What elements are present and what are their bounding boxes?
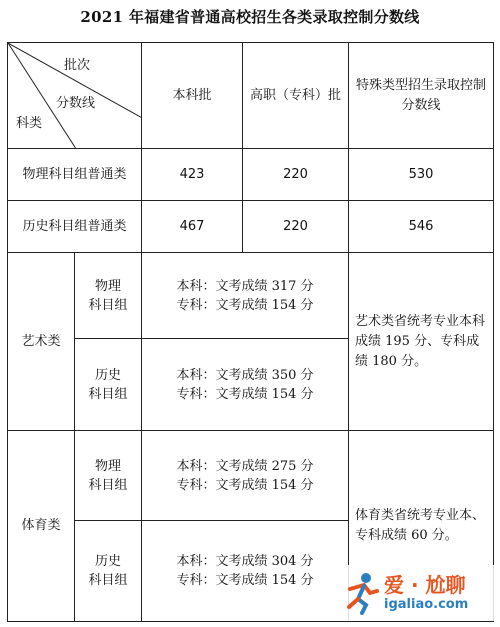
physics-vocational: 220 xyxy=(243,149,349,201)
history-vocational: 220 xyxy=(243,201,349,253)
diag-label-batch: 批次 xyxy=(64,58,91,73)
header-row xyxy=(8,43,494,149)
sports-note: 体育类省统考专业本、专科成绩 60 分。 xyxy=(349,431,494,622)
document-title: 2021 年福建省普通高校招生各类录取控制分数线 xyxy=(80,8,420,26)
sports-history-scores: 本科：文考成绩 304 分 专科：文考成绩 154 分 xyxy=(142,521,349,622)
art-note: 艺术类省统考专业本科成绩 195 分、专科成绩 180 分。 xyxy=(349,253,494,431)
art-label: 艺术类 xyxy=(8,253,75,431)
watermark-text: 爱 · 尬聊 xyxy=(384,573,466,597)
diag-label-score: 分数线 xyxy=(56,96,96,111)
art-physics-subgroup: 物理 科目组 xyxy=(75,253,142,339)
table-row xyxy=(8,201,494,253)
watermark-url: igaliao.com xyxy=(384,597,469,612)
runner-logo-icon xyxy=(344,571,380,615)
sports-physics-subgroup: 物理 科目组 xyxy=(75,431,142,521)
table-row xyxy=(8,431,494,521)
watermark-logo xyxy=(344,565,494,621)
row-label-physics: 物理科目组普通类 xyxy=(8,149,142,201)
header-undergrad: 本科批 xyxy=(142,43,243,149)
header-special: 特殊类型招生录取控制分数线 xyxy=(349,43,494,149)
physics-undergrad: 423 xyxy=(142,149,243,201)
sports-label: 体育类 xyxy=(8,431,75,622)
score-table xyxy=(7,42,494,622)
sports-physics-scores: 本科：文考成绩 275 分 专科：文考成绩 154 分 xyxy=(142,431,349,521)
sports-history-subgroup: 历史 科目组 xyxy=(75,521,142,622)
diag-label-category: 科类 xyxy=(16,116,43,131)
history-special: 546 xyxy=(349,201,494,253)
art-history-subgroup: 历史 科目组 xyxy=(75,339,142,431)
table-row xyxy=(8,149,494,201)
physics-special: 530 xyxy=(349,149,494,201)
header-vocational: 高职（专科）批 xyxy=(243,43,349,149)
diagonal-header-cell xyxy=(8,43,142,149)
table-row xyxy=(8,253,494,339)
art-history-scores: 本科：文考成绩 350 分 专科：文考成绩 154 分 xyxy=(142,339,349,431)
art-physics-scores: 本科：文考成绩 317 分 专科：文考成绩 154 分 xyxy=(142,253,349,339)
row-label-history: 历史科目组普通类 xyxy=(8,201,142,253)
history-undergrad: 467 xyxy=(142,201,243,253)
